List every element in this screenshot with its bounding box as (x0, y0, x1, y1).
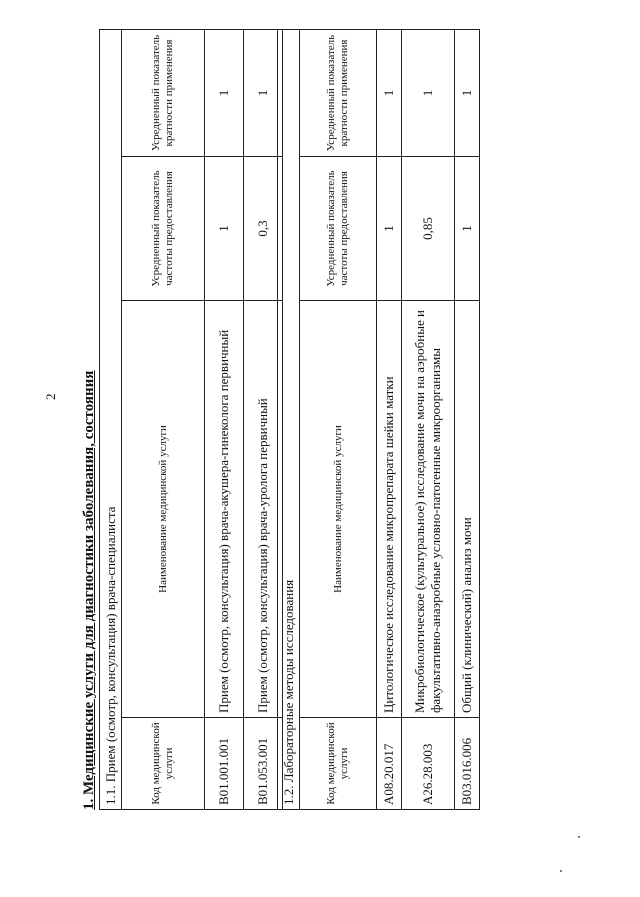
header-multiplicity: Усредненный показатель кратности применения (122, 29, 205, 156)
header-name: Наименование медицинской услуги (300, 301, 377, 718)
section-heading: 1. Медицинские услуги для диагностики заболевания, состояния (81, 370, 97, 810)
header-frequency: Усредненный показатель частоты предоставления (300, 157, 377, 301)
header-code: Код медицинской услуги (300, 718, 377, 810)
section-title: 1.1. Прием (осмотр, консультация) врача-специалиста (100, 29, 122, 809)
service-code: A08.20.017 (377, 718, 402, 810)
service-code: B01.053.001 (244, 718, 283, 810)
section-title: 1.2. Лабораторные методы исследования (278, 29, 300, 809)
frequency-value: 0,3 (244, 157, 283, 301)
multiplicity-value: 1 (244, 29, 283, 156)
service-code: A26.28.003 (402, 718, 455, 810)
service-code: B01.001.001 (205, 718, 244, 810)
frequency-value: 1 (377, 157, 402, 301)
multiplicity-value: 1 (402, 29, 455, 156)
header-name: Наименование медицинской услуги (122, 301, 205, 718)
service-name: Прием (осмотр, консультация) врача-уролога первичный (244, 301, 283, 718)
header-frequency: Усредненный показатель частоты предоставления (122, 157, 205, 301)
service-code: B03.016.006 (455, 718, 480, 810)
header-code: Код медицинской услуги (122, 718, 205, 810)
rotated-page (43, 30, 495, 810)
scan-speck (578, 836, 580, 838)
table-row (455, 29, 480, 809)
table-consultations (99, 29, 283, 810)
frequency-value: 0,85 (402, 157, 455, 301)
multiplicity-value: 1 (205, 29, 244, 156)
table-row (377, 29, 402, 809)
multiplicity-value: 1 (377, 29, 402, 156)
service-name: Цитологическое исследование микропрепарата шейки матки (377, 301, 402, 718)
table-row (402, 29, 455, 809)
header-multiplicity: Усредненный показатель кратности применения (300, 29, 377, 156)
service-name: Общий (клинический) анализ мочи (455, 301, 480, 718)
table-row (205, 29, 244, 809)
frequency-value: 1 (205, 157, 244, 301)
service-name: Микробиологическое (культуральное) исследование мочи на аэробные и факультативно-анаэробные условно-патогенные микроорганизмы (402, 301, 455, 718)
frequency-value: 1 (455, 157, 480, 301)
scan-speck (560, 870, 562, 872)
multiplicity-value: 1 (455, 29, 480, 156)
page-number: 2 (43, 393, 58, 400)
table-lab-methods (277, 29, 480, 810)
service-name: Прием (осмотр, консультация) врача-акушера-гинеколога первичный (205, 301, 244, 718)
